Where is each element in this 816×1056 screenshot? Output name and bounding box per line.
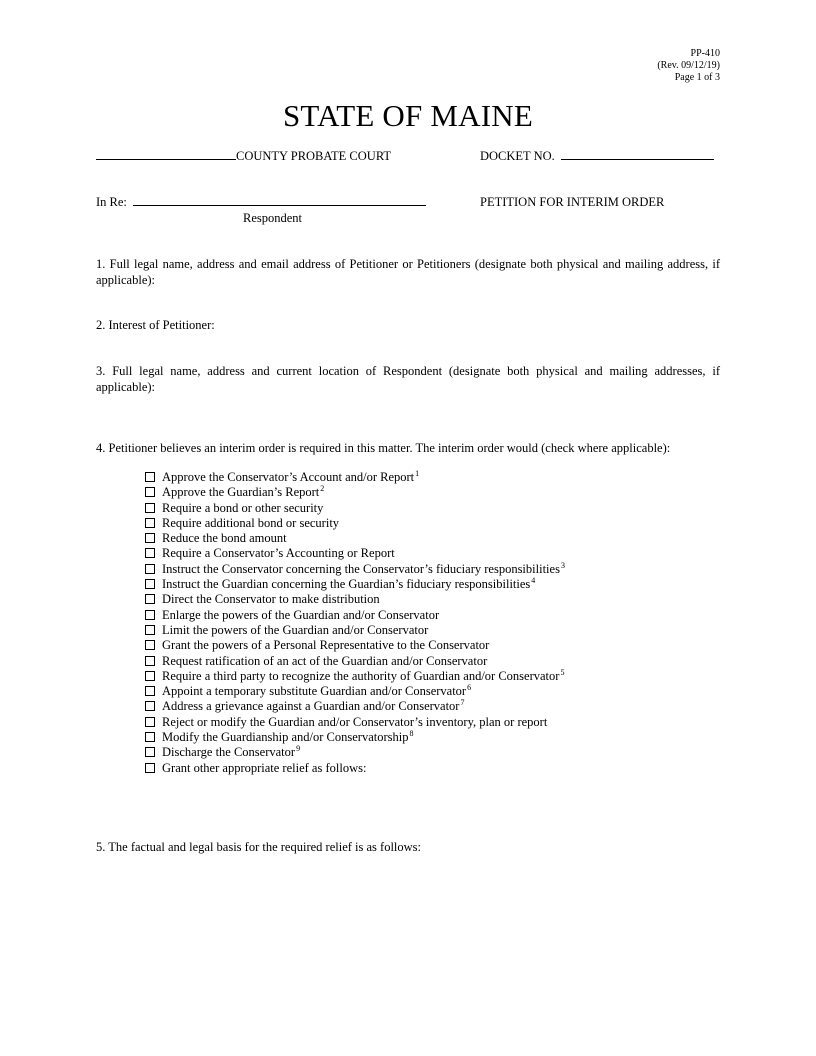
checklist-item-label: Request ratification of an act of the Guardian and/or Conservator [162, 653, 488, 668]
checkbox[interactable] [145, 717, 155, 727]
checkbox[interactable] [145, 747, 155, 757]
checkbox[interactable] [145, 610, 155, 620]
section-2-interest: 2. Interest of Petitioner: [96, 318, 215, 332]
checklist-item [145, 592, 565, 607]
checklist-item-label: Address a grievance against a Guardian and/or Conservator [162, 699, 460, 714]
checklist-item-label: Grant the powers of a Personal Representative to the Conservator [162, 638, 490, 653]
section-3-respondent-info: 3. Full legal name, address and current location of Respondent (designate both physical and mailing addresses, if applicable): [96, 364, 720, 394]
checklist-item-label: Instruct the Guardian concerning the Guardian’s fiduciary responsibilities [162, 577, 531, 592]
checklist-item-label: Instruct the Conservator concerning the Conservator’s fiduciary responsibilities [162, 561, 560, 576]
page-title: STATE OF MAINE [282, 98, 534, 133]
checkbox[interactable] [145, 503, 155, 513]
checklist-item [145, 669, 565, 684]
checkbox[interactable] [145, 686, 155, 696]
checkbox[interactable] [145, 564, 155, 574]
checklist-item [145, 654, 565, 669]
checkbox[interactable] [145, 656, 155, 666]
checklist-item-label: Modify the Guardianship and/or Conservatorship [162, 730, 409, 745]
in-re-label: In Re: [96, 195, 127, 209]
court-line [96, 148, 391, 164]
checkbox[interactable] [145, 640, 155, 650]
docket-line [480, 148, 714, 164]
interim-order-checklist [145, 470, 565, 776]
checklist-item [145, 699, 565, 714]
checklist-item-label: Require a bond or other security [162, 500, 324, 515]
checkbox[interactable] [145, 472, 155, 482]
checklist-item [145, 531, 565, 546]
checklist-item [145, 470, 565, 485]
checklist-item-label: Limit the powers of the Guardian and/or Conservator [162, 622, 429, 637]
checkbox[interactable] [145, 548, 155, 558]
form-number: PP-410 [690, 48, 720, 59]
checklist-item [145, 761, 565, 776]
form-revision: (Rev. 09/12/19) [657, 60, 720, 71]
respondent-caption: Respondent [243, 211, 303, 225]
checkbox[interactable] [145, 625, 155, 635]
page-indicator: Page 1 of 3 [674, 72, 720, 83]
checkbox[interactable] [145, 518, 155, 528]
footnote-marker: 4 [531, 576, 536, 586]
checklist-item-label: Enlarge the powers of the Guardian and/or Conservator [162, 607, 440, 622]
county-name-field[interactable] [96, 148, 236, 160]
checklist-item [145, 516, 565, 531]
form-code-block [657, 48, 720, 84]
checklist-item [145, 608, 565, 623]
checklist-item [145, 501, 565, 516]
docket-number-field[interactable] [561, 148, 714, 160]
checklist-item-label: Approve the Conservator’s Account and/or Report [162, 470, 415, 484]
checklist-item-label: Require a third party to recognize the authority of Guardian and/or Conservator [162, 668, 560, 683]
checklist-item [145, 562, 565, 577]
checkbox[interactable] [145, 732, 155, 742]
checklist-item [145, 485, 565, 500]
petition-title: PETITION FOR INTERIM ORDER [480, 195, 665, 209]
checklist-item [145, 638, 565, 653]
footnote-marker: 1 [415, 469, 420, 478]
checklist-item-label: Grant other appropriate relief as follows: [162, 760, 367, 775]
footnote-marker: 3 [560, 560, 565, 570]
in-re-line [96, 194, 426, 210]
checklist-item-label: Appoint a temporary substitute Guardian and/or Conservator [162, 684, 467, 699]
checklist-item [145, 730, 565, 745]
section-4-interim-order: 4. Petitioner believes an interim order is required in this matter. The interim order would (check where applicable): [96, 441, 671, 455]
footnote-marker: 8 [409, 729, 414, 739]
footnote-marker: 5 [560, 667, 565, 677]
checklist-item [145, 546, 565, 561]
footnote-marker: 7 [460, 698, 465, 708]
docket-label: DOCKET NO. [480, 149, 555, 163]
checkbox[interactable] [145, 594, 155, 604]
checkbox[interactable] [145, 671, 155, 681]
section-1-petitioner-info: 1. Full legal name, address and email address of Petitioner or Petitioners (designate both physical and mailing address, if applicable): [96, 257, 720, 287]
checklist-item-label: Reduce the bond amount [162, 531, 287, 546]
checklist-item-label: Require additional bond or security [162, 515, 340, 530]
checkbox[interactable] [145, 533, 155, 543]
checklist-item-label: Require a Conservator’s Accounting or Report [162, 546, 395, 561]
checklist-item-label: Direct the Conservator to make distribution [162, 592, 380, 607]
checklist-item [145, 715, 565, 730]
checklist-item [145, 745, 565, 760]
checkbox[interactable] [145, 487, 155, 497]
checklist-item-label: Reject or modify the Guardian and/or Conservator’s inventory, plan or report [162, 714, 548, 729]
checklist-item [145, 623, 565, 638]
footnote-marker: 9 [296, 744, 301, 754]
checklist-item [145, 577, 565, 592]
checklist-item-label: Approve the Guardian’s Report [162, 485, 320, 500]
respondent-name-field[interactable] [133, 194, 426, 206]
checklist-item [145, 684, 565, 699]
footnote-marker: 6 [467, 683, 472, 693]
section-5-factual-basis: 5. The factual and legal basis for the required relief is as follows: [96, 840, 422, 854]
court-label: COUNTY PROBATE COURT [236, 149, 392, 163]
footnote-marker: 2 [320, 484, 325, 494]
checkbox[interactable] [145, 579, 155, 589]
checklist-item-label: Discharge the Conservator [162, 745, 296, 760]
checkbox[interactable] [145, 763, 155, 773]
checkbox[interactable] [145, 701, 155, 711]
